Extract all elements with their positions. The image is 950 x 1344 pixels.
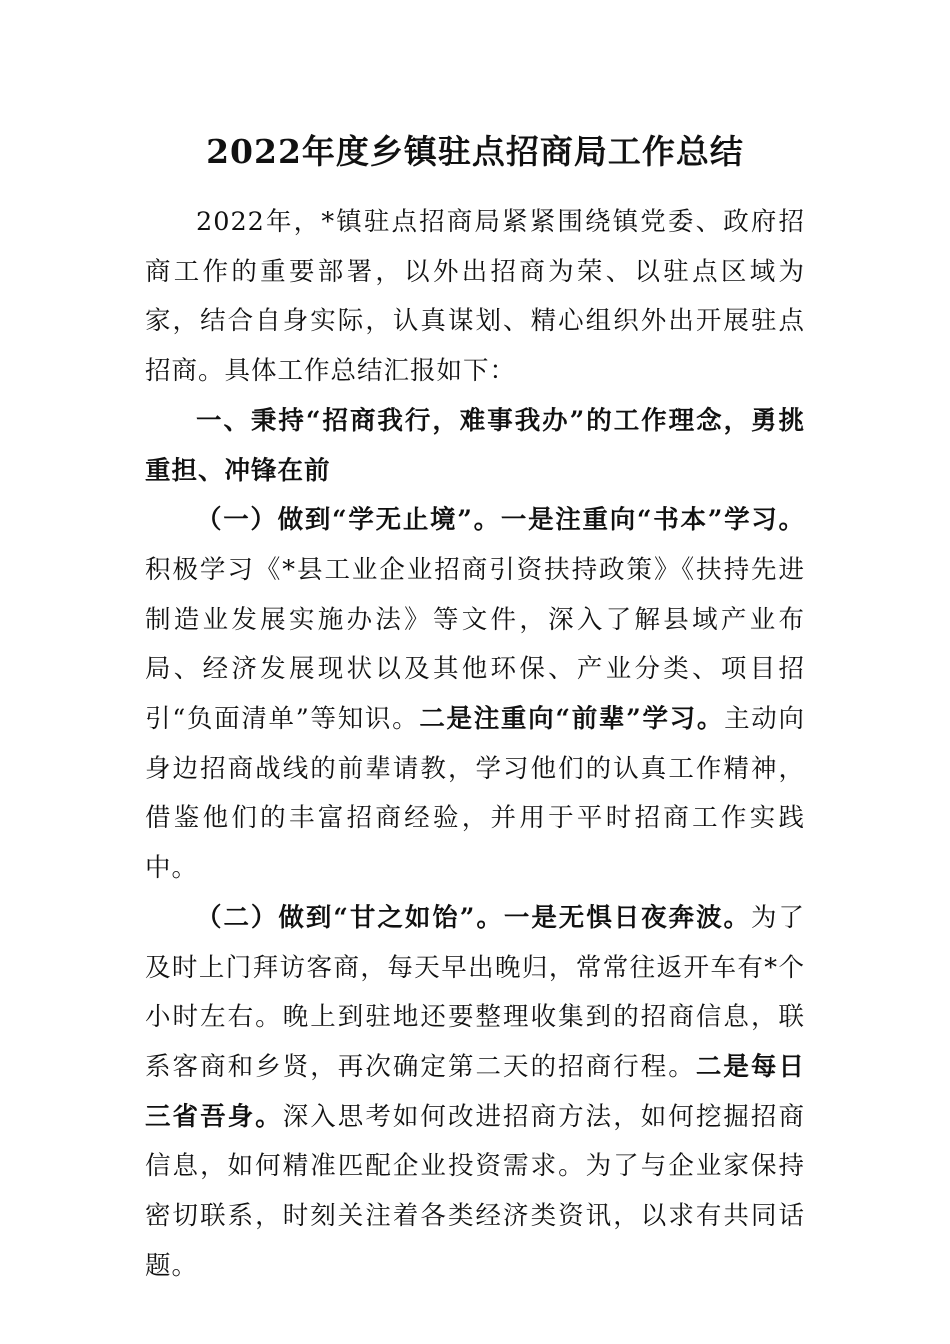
subsection-paragraph-1 bbox=[145, 496, 805, 894]
subsection-1-lead: （一）做到“学无止境”。一是注重向“书本”学习。 bbox=[196, 505, 805, 536]
subsection-paragraph-2 bbox=[145, 894, 805, 1292]
document-title: 2022年度乡镇驻点招商局工作总结 bbox=[206, 132, 744, 171]
subsection-1-text-2: 主动向身边招商战线的前辈请教，学习他们的认真工作精神，借鉴他们的丰富招商经验，并用于平时招商工作实践中。 bbox=[145, 704, 805, 884]
document-page bbox=[145, 128, 805, 1291]
subsection-2-text-1: 为了及时上门拜访客商，每天早出晚归，常常往返开车有*个小时左右。晚上到驻地还要整理收集到的招商信息，联系客商和乡贤，再次确定第二天的招商行程。 bbox=[145, 902, 805, 1082]
subsection-2-text-2: 深入思考如何改进招商方法，如何挖掘招商信息，如何精准匹配企业投资需求。为了与企业家保持密切联系，时刻关注着各类经济类资讯，以求有共同话题。 bbox=[145, 1101, 805, 1281]
section-heading-1: 一、秉持“招商我行，难事我办”的工作理念，勇挑重担、冲锋在前 bbox=[145, 405, 805, 486]
subsection-2-lead-2: 二是每日三省吾身。 bbox=[145, 1051, 805, 1132]
intro-paragraph: 2022年，*镇驻点招商局紧紧围绕镇党委、政府招商工作的重要部署，以外出招商为荣、以驻点区域为家，结合自身实际，认真谋划、精心组织外出开展驻点招商。具体工作总结汇报如下： bbox=[145, 207, 805, 387]
subsection-2-lead: （二）做到“甘之如饴”。一是无惧日夜奔波。 bbox=[196, 902, 752, 933]
subsection-1-lead-2: 二是注重向“前辈”学习。 bbox=[419, 704, 725, 735]
subsection-1-text-1: 积极学习《*县工业企业招商引资扶持政策》《扶持先进制造业发展实施办法》等文件，深入了解县域产业布局、经济发展现状以及其他环保、产业分类、项目招引“负面清单”等知识。 bbox=[145, 554, 805, 735]
